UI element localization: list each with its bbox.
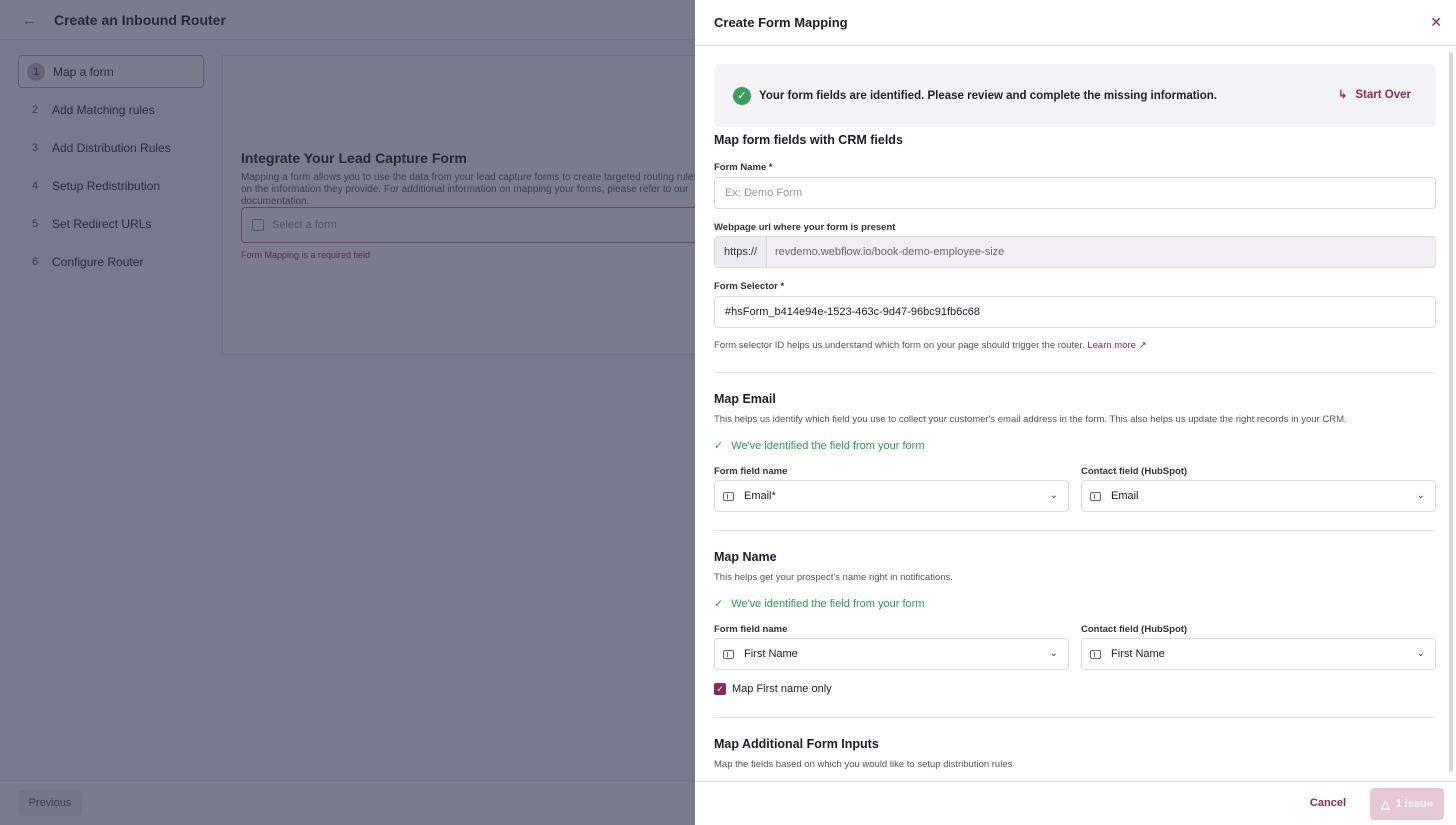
first-name-only-checkbox[interactable] xyxy=(714,683,832,695)
field-icon xyxy=(723,492,734,501)
selector-help-text: Form selector ID helps us understand which form on your page should trigger the router. xyxy=(714,340,1085,351)
divider xyxy=(714,372,1436,373)
form-name-label: Form Name * xyxy=(714,162,773,173)
cancel-button[interactable]: Cancel xyxy=(1309,797,1346,809)
issue-button[interactable] xyxy=(1370,788,1444,820)
name-identified-status xyxy=(714,597,924,610)
name-form-field-label: Form field name xyxy=(714,624,788,635)
form-selector-input[interactable]: #hsForm_b414e94e-1523-463c-9d47-96bc91fb6c68 xyxy=(714,296,1436,328)
url-prefix: https:// xyxy=(715,237,767,267)
dropdown-value: Email xyxy=(1111,490,1139,502)
map-name-description: This helps get your prospect's name right in notifications. xyxy=(714,572,953,583)
checkbox-label: Map First name only xyxy=(732,683,832,695)
email-form-field-dropdown[interactable] xyxy=(714,480,1069,512)
divider xyxy=(714,717,1436,718)
success-banner xyxy=(714,64,1436,127)
form-name-input[interactable]: Ex: Demo Form xyxy=(714,177,1436,209)
url-value: revdemo.webflow.io/book-demo-employee-size xyxy=(775,246,1005,258)
checkbox-checked-icon[interactable]: ✓ xyxy=(714,683,726,695)
name-crm-field-label: Contact field (HubSpot) xyxy=(1081,624,1188,635)
map-email-description: This helps us identify which field you use to collect your customer's email address in the form. This also helps us update the right records in your CRM. xyxy=(714,414,1347,425)
warning-icon: △ xyxy=(1381,798,1390,811)
name-form-field-dropdown[interactable] xyxy=(714,638,1069,670)
issue-label: 1 issue xyxy=(1395,798,1433,810)
email-crm-field-dropdown[interactable] xyxy=(1081,480,1436,512)
map-name-title: Map Name xyxy=(714,550,777,564)
identified-text: We've identified the field from your form xyxy=(731,439,925,452)
form-selector-label: Form Selector * xyxy=(714,281,785,292)
create-form-mapping-panel xyxy=(695,0,1456,825)
scrollbar[interactable] xyxy=(1449,52,1453,772)
webpage-url-field[interactable] xyxy=(714,236,1436,268)
form-selector-help xyxy=(714,340,1147,351)
field-icon xyxy=(723,650,734,659)
start-over-button[interactable] xyxy=(1338,88,1411,101)
close-icon[interactable]: ✕ xyxy=(1430,14,1442,30)
start-over-label: Start Over xyxy=(1355,88,1411,101)
learn-more-link[interactable]: Learn more ↗ xyxy=(1087,340,1147,351)
map-email-title: Map Email xyxy=(714,392,776,406)
panel-title: Create Form Mapping xyxy=(714,15,848,30)
identified-text: We've identified the field from your form xyxy=(731,597,925,610)
chevron-down-icon: ⌄ xyxy=(1416,490,1425,501)
name-crm-field-dropdown[interactable] xyxy=(1081,638,1436,670)
panel-header xyxy=(695,0,1456,46)
map-additional-title: Map Additional Form Inputs xyxy=(714,737,879,751)
chevron-down-icon: ⌄ xyxy=(1049,648,1058,659)
check-circle-icon: ✓ xyxy=(733,87,751,105)
panel-content xyxy=(714,46,1436,781)
dropdown-value: First Name xyxy=(1111,648,1165,660)
dropdown-value: Email* xyxy=(744,490,776,502)
chevron-down-icon: ⌄ xyxy=(1049,490,1058,501)
email-form-field-label: Form field name xyxy=(714,466,788,477)
dropdown-value: First Name xyxy=(744,648,798,660)
webpage-url-label: Webpage url where your form is present xyxy=(714,222,896,233)
banner-text: Your form fields are identified. Please review and complete the missing information. xyxy=(759,89,1217,102)
email-crm-field-label: Contact field (HubSpot) xyxy=(1081,466,1188,477)
map-additional-description: Map the fields based on which you would like to setup distribution rules xyxy=(714,759,1013,770)
divider xyxy=(714,530,1436,531)
check-icon: ✓ xyxy=(714,598,724,610)
redo-arrow-icon: ↳ xyxy=(1338,89,1348,101)
email-identified-status xyxy=(714,439,924,452)
field-icon xyxy=(1090,650,1101,659)
check-icon: ✓ xyxy=(714,440,724,452)
map-fields-title: Map form fields with CRM fields xyxy=(714,133,903,147)
panel-footer xyxy=(695,781,1456,825)
chevron-down-icon: ⌄ xyxy=(1416,648,1425,659)
field-icon xyxy=(1090,492,1101,501)
